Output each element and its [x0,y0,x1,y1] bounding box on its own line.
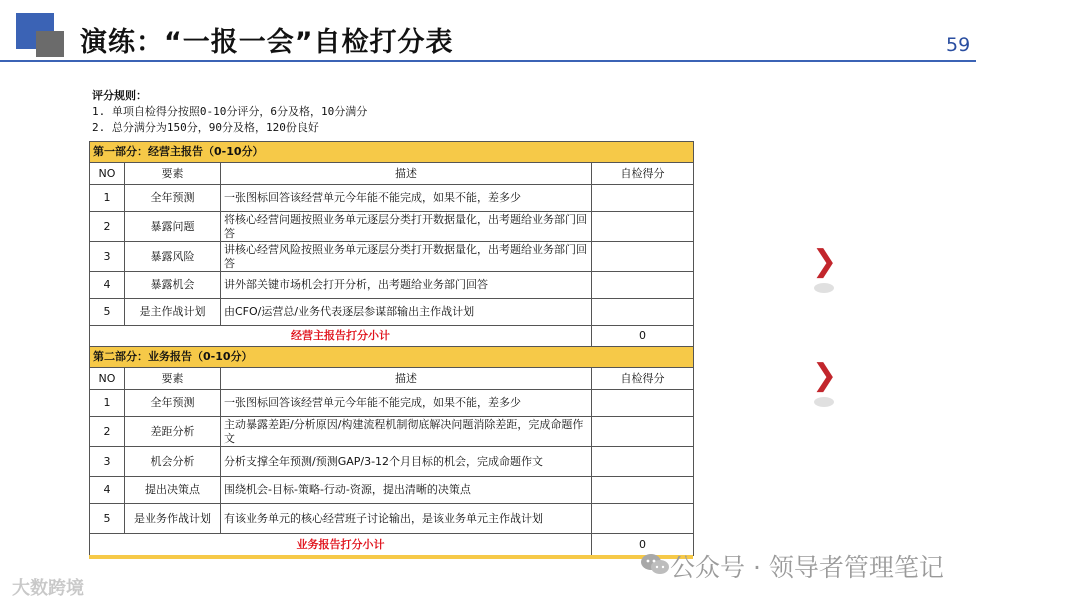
logo-square-gray [36,31,64,57]
score-sheet [86,84,694,558]
score-cell[interactable] [592,272,694,299]
table-row [90,390,694,417]
table-header-row [90,368,694,390]
table-row [90,447,694,477]
row-desc: 将核心经营问题按照业务单元逐层分类打开数据量化，出考题给业务部门回答 [221,212,592,242]
row-desc: 围绕机会-目标-策略-行动-资源，提出清晰的决策点 [221,477,592,504]
row-desc: 一张图标回答该经营单元今年能不能完成，如果不能，差多少 [221,390,592,417]
table-row [90,504,694,534]
row-desc: 一张图标回答该经营单元今年能不能完成，如果不能，差多少 [221,185,592,212]
rules-title: 评分规则： [92,89,147,102]
chevron-right-icon: ❯ [812,358,838,393]
sheet-bottom-bar [89,555,693,559]
col-no-header: NO [90,368,125,390]
row-element: 全年预测 [125,390,221,417]
row-no: 5 [90,299,125,326]
table-row [90,299,694,326]
row-element: 暴露风险 [125,242,221,272]
col-element-header: 要素 [125,163,221,185]
row-element: 全年预测 [125,185,221,212]
row-no: 2 [90,417,125,447]
table-row [90,477,694,504]
col-score-header: 自检得分 [592,163,694,185]
row-element: 暴露机会 [125,272,221,299]
row-desc: 分析支撑全年预测/预测GAP/3-12个月目标的机会，完成命题作文 [221,447,592,477]
col-desc-header: 描述 [221,368,592,390]
brand-watermark: 大数跨境 [12,578,84,599]
row-desc: 由CFO/运营总/业务代表逐层参谋部输出主作战计划 [221,299,592,326]
score-cell[interactable] [592,242,694,272]
score-cell[interactable] [592,447,694,477]
subtotal-value: 0 [592,326,694,347]
score-table [89,141,694,556]
score-cell[interactable] [592,504,694,534]
page-title: 演练：“一报一会”自检打分表 [80,27,454,58]
page-number: 59 [946,34,971,56]
subtotal-value: 0 [592,534,694,556]
score-cell[interactable] [592,185,694,212]
row-desc: 有该业务单元的核心经营班子讨论输出，是该业务单元主作战计划 [221,504,592,534]
table-row [90,417,694,447]
subtotal-row-part1 [90,326,694,347]
row-no: 2 [90,212,125,242]
row-no: 4 [90,272,125,299]
col-no-header: NO [90,163,125,185]
score-cell[interactable] [592,299,694,326]
row-element: 差距分析 [125,417,221,447]
score-cell[interactable] [592,390,694,417]
row-no: 3 [90,447,125,477]
col-score-header: 自检得分 [592,368,694,390]
table-row [90,242,694,272]
chevron-right-icon: ❯ [812,244,838,279]
watermark-text: 公众号 · 领导者管理笔记 [670,553,944,582]
section-header-part1 [90,142,694,163]
score-cell[interactable] [592,212,694,242]
section-title: 第二部分：业务报告（0-10分） [90,347,694,368]
subtotal-label: 业务报告打分小计 [90,534,592,556]
chevron-shadow [814,397,834,407]
section-header-part2 [90,347,694,368]
score-cell[interactable] [592,417,694,447]
table-row [90,212,694,242]
col-element-header: 要素 [125,368,221,390]
row-element: 机会分析 [125,447,221,477]
row-no: 4 [90,477,125,504]
section-title: 第一部分：经营主报告（0-10分） [90,142,694,163]
row-desc: 主动暴露差距/分析原因/构建流程机制彻底解决问题消除差距，完成命题作文 [221,417,592,447]
col-desc-header: 描述 [221,163,592,185]
table-header-row [90,163,694,185]
table-row [90,185,694,212]
rule-line-1: 1. 单项自检得分按照0-10分评分，6分及格，10分满分 [92,105,368,118]
chevron-shadow [814,283,834,293]
row-no: 5 [90,504,125,534]
row-element: 是业务作战计划 [125,504,221,534]
header-divider [0,60,976,62]
row-no: 1 [90,390,125,417]
table-row [90,272,694,299]
subtotal-label: 经营主报告打分小计 [90,326,592,347]
wechat-icon [640,551,670,577]
row-no: 3 [90,242,125,272]
row-desc: 讲核心经营风险按照业务单元逐层分类打开数据量化，出考题给业务部门回答 [221,242,592,272]
subtotal-row-part2 [90,534,694,556]
rule-line-2: 2. 总分满分为150分，90分及格，120份良好 [92,121,319,134]
row-element: 提出决策点 [125,477,221,504]
scoring-rules [92,88,367,136]
score-cell[interactable] [592,477,694,504]
row-desc: 讲外部关键市场机会打开分析，出考题给业务部门回答 [221,272,592,299]
row-element: 是主作战计划 [125,299,221,326]
row-element: 暴露问题 [125,212,221,242]
row-no: 1 [90,185,125,212]
